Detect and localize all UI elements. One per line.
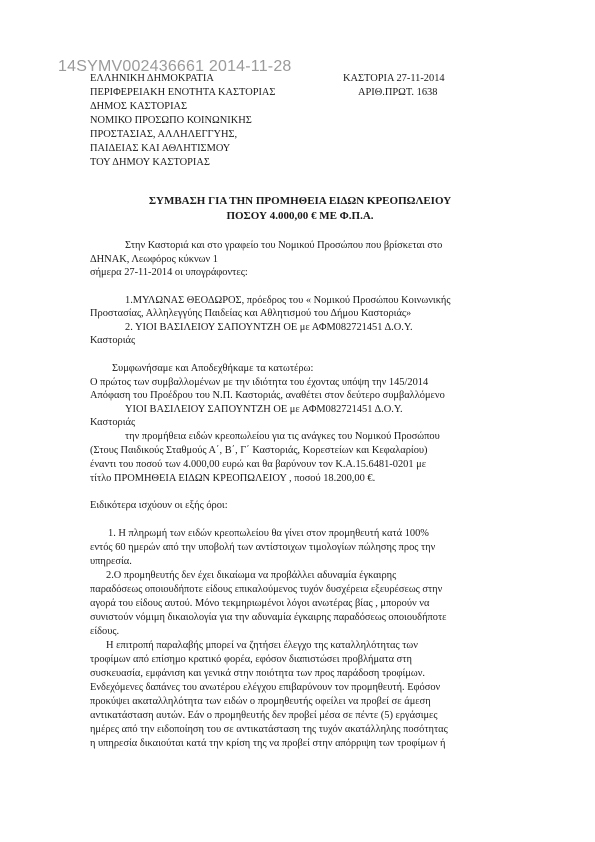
agreement-line: (Στους Παιδικούς Σταθμούς Α΄, Β΄, Γ΄ Καστοριάς, Κορεστείων και Κεφαλαρίου) (90, 445, 428, 456)
term-line: 2.Ο προμηθευτής δεν έχει δικαίωμα να προβάλλει αδυναμία έγκαιρης (106, 570, 397, 581)
document-stamp: 14SYMV002436661 2014-11-28 (58, 58, 292, 75)
issuer-line: ΕΛΛΗΝΙΚΗ ΔΗΜΟΚΡΑΤΙΑ (90, 73, 214, 84)
issuer-line: ΔΗΜΟΣ ΚΑΣΤΟΡΙΑΣ (90, 101, 188, 112)
agreement-line: Συμφωνήσαμε και Αποδεχθήκαμε τα κατωτέρω: (112, 363, 314, 374)
term-line: συνιστούν νόμιμη δικαιολογία για την αδυναμία έγκαιρης παραδόσεως οποιουδήποτε (90, 612, 447, 623)
term-line: προκύψει ακαταλληλότητα των ειδών ο προμηθευτής οφείλει να προβεί σε άμεση (90, 696, 431, 707)
term-line: αγορά του είδους αυτού. Μόνο τεκμηριωμένοι λόγοι ανωτέρας βίας , μπορούν να (90, 598, 430, 609)
agreement-line: Καστοριάς (90, 417, 136, 428)
intro-line: Στην Καστοριά και στο γραφείο του Νομικού Προσώπου που βρίσκεται στο (125, 240, 443, 251)
term-line: Η επιτροπή παραλαβής μπορεί να ζητήσει έλεγχο της καταλληλότητας των (106, 640, 418, 651)
term-line: συσκευασία, εμφάνιση και γενικά στην ποιότητα των προς παράδοση τροφίμων. (90, 668, 426, 679)
place-date: ΚΑΣΤΟΡΙΑ 27-11-2014 (343, 73, 445, 84)
agreement-line: τίτλο ΠΡΟΜΗΘΕΙΑ ΕΙΔΩΝ ΚΡΕΟΠΩΛΕΙΟΥ , ποσού 18.200,00 €. (90, 473, 376, 484)
term-line: τροφίμων από επίσημο κρατικό φορέα, εφόσον διαπιστώσει προβλήματα στη (90, 654, 412, 665)
issuer-line: ΤΟΥ ΔΗΜΟΥ ΚΑΣΤΟΡΙΑΣ (90, 157, 210, 168)
term-line: η υπηρεσία δικαιούται κατά την κρίση της να προβεί στην απόρριψη των τροφίμων ή (90, 738, 446, 749)
agreement-line: έναντι του ποσού των 4.000,00 ευρώ και θα βαρύνουν τον Κ.Α.15.6481-0201 με (90, 459, 427, 470)
intro-line: ΔΗΝΑΚ, Λεωφόρος κύκνων 1 (90, 254, 218, 265)
protocol-number: ΑΡΙΘ.ΠΡΩΤ. 1638 (358, 87, 438, 98)
term-line: 1. Η πληρωμή των ειδών κρεοπωλείου θα γίνει στον προμηθευτή κατά 100% (108, 528, 429, 539)
contract-title: ΣΥΜΒΑΣΗ ΓΙΑ ΤΗΝ ΠΡΟΜΗΘΕΙΑ ΕΙΔΩΝ ΚΡΕΟΠΩΛΕΙΟΥ (148, 195, 452, 207)
term-line: ημέρες από την ειδοποίηση του σε αντικατάσταση της τυχόν ακατάλληλης ποσότητας (90, 724, 448, 735)
agreement-line: την προμήθεια ειδών κρεοπωλείου για τις ανάγκες του Νομικού Προσώπου (125, 431, 440, 442)
issuer-line: ΠΕΡΙΦΕΡΕΙΑΚΗ ΕΝΟΤΗΤΑ ΚΑΣΤΟΡΙΑΣ (90, 87, 276, 98)
agreement-line: ΥΙΟΙ ΒΑΣΙΛΕΙΟΥ ΣΑΠΟΥΝΤΖΗ ΟΕ με ΑΦΜ082721451 Δ.Ο.Υ. (125, 404, 403, 415)
terms-heading: Ειδικότερα ισχύουν οι εξής όροι: (90, 500, 228, 511)
term-line: Ενδεχόμενες δαπάνες του ανωτέρου ελέγχου επιβαρύνουν τον προμηθευτή. Εφόσον (90, 682, 441, 693)
agreement-line: Ο πρώτος των συμβαλλομένων με την ιδιότητα του έχοντας υπόψη την 145/2014 (90, 377, 429, 388)
party-line: Καστοριάς (90, 335, 136, 346)
intro-line: σήμερα 27-11-2014 οι υπογράφοντες: (90, 267, 248, 278)
term-line: εντός 60 ημερών από την υποβολή των αντίστοιχων τιμολογίων πώλησης προς την (90, 542, 436, 553)
issuer-line: ΠΑΙΔΕΙΑΣ ΚΑΙ ΑΘΛΗΤΙΣΜΟΥ (90, 143, 231, 154)
term-line: παραδόσεως οποιουδήποτε είδους επικαλούμενος τυχόν δυσχέρεια εξευρέσεως στην (90, 584, 443, 595)
term-line: υπηρεσία. (90, 556, 132, 567)
party-line: Προστασίας, Αλληλεγγύης Παιδείας και Αθλητισμού του Δήμου Καστοριάς» (90, 308, 412, 319)
party-line: 2. ΥΙΟΙ ΒΑΣΙΛΕΙΟΥ ΣΑΠΟΥΝΤΖΗ ΟΕ με ΑΦΜ082721451 Δ.Ο.Υ. (125, 322, 413, 333)
term-line: αντικατάσταση αυτών. Εάν ο προμηθευτής δεν προβεί μέσα σε πέντε (5) εργάσιμες (90, 710, 438, 721)
contract-amount: ΠΟΣΟΥ 4.000,00 € ΜΕ Φ.Π.Α. (226, 210, 374, 222)
issuer-line: ΠΡΟΣΤΑΣΙΑΣ, ΑΛΛΗΛΕΓΓΥΗΣ, (90, 129, 238, 140)
party-line: 1.ΜΥΛΩΝΑΣ ΘΕΟΔΩΡΟΣ, πρόεδρος του « Νομικού Προσώπου Κοινωνικής (125, 295, 451, 306)
term-line: είδους. (90, 626, 120, 637)
issuer-line: ΝΟΜΙΚΟ ΠΡΟΣΩΠΟ ΚΟΙΝΩΝΙΚΗΣ (90, 115, 252, 126)
agreement-line: Απόφαση του Προέδρου του Ν.Π. Καστοριάς, αναθέτει στον δεύτερο συμβαλλόμενο (90, 390, 445, 401)
